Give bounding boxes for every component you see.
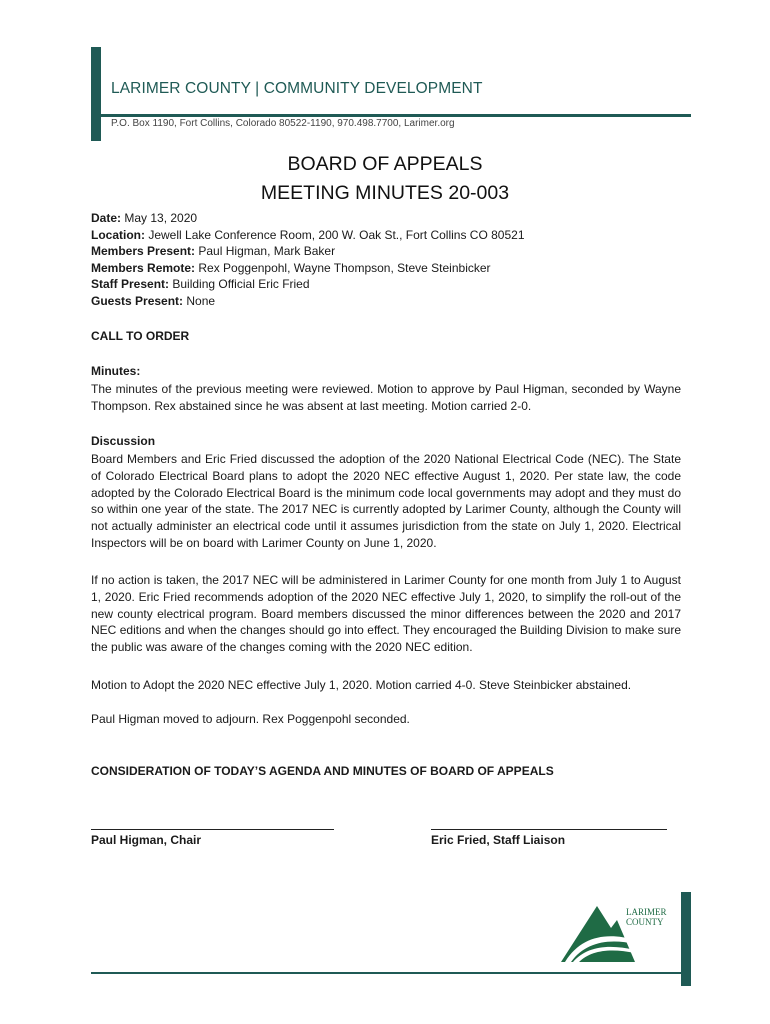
no-action-paragraph: If no action is taken, the 2017 NEC will be administered in Larimer County for one month from July 1 to August 1, 2020. Eric Fried recommends adoption of the 2020 NEC effective July 1, 2020, to simplify the roll-out of the new county electrical program. Board members discussed the minor differences between the 2020 and 2017 NEC editions and when the changes should go into effect. They encouraged the Building Division to make sure the public was aware of the changes coming with the 2020 NEC edition.	[91, 573, 681, 655]
info-members-remote: Members Remote: Rex Poggenpohl, Wayne Thompson, Steve Steinbicker	[91, 260, 491, 275]
info-members-present: Members Present: Paul Higman, Mark Baker	[91, 244, 336, 259]
info-staff-present: Staff Present: Building Official Eric Fried	[91, 277, 310, 292]
chair-signature-line	[91, 829, 334, 830]
call-to-order-heading: CALL TO ORDER	[91, 329, 190, 343]
info-date: Date: May 13, 2020	[91, 211, 198, 225]
chair-signature-name: Paul Higman, Chair	[91, 833, 202, 847]
meeting-info	[91, 210, 525, 310]
staff-signature-line	[431, 829, 667, 830]
minutes-heading: Minutes:	[91, 364, 141, 378]
document-subtitle: MEETING MINUTES 20-003	[260, 182, 510, 204]
adjourn-paragraph: Paul Higman moved to adjourn. Rex Poggenpohl seconded.	[91, 712, 410, 726]
org-name: LARIMER COUNTY | COMMUNITY DEVELOPMENT	[111, 80, 483, 97]
consideration-heading: CONSIDERATION OF TODAY’S AGENDA AND MINUTES OF BOARD OF APPEALS	[91, 764, 554, 778]
discussion-paragraph: Board Members and Eric Fried discussed the adoption of the 2020 National Electrical Code (NEC). The State of Colorado Electrical Board plans to adopt the 2020 NEC effective August 1, 2020. Per state law, the code adopted by the Colorado Electrical Board is the minimum code local governments may adopt and they must do so within one year of the state. The 2017 NEC is currently adopted by Larimer County, although the County will not actually administer an electrical code until it assumes jurisdiction from the state on July 1, 2020. Electrical Inspectors will be on board with Larimer County on June 1, 2020.	[91, 452, 681, 550]
logo-wordmark: LARIMER COUNTY	[626, 907, 667, 927]
footer-accent-bar	[681, 892, 691, 986]
info-location: Location: Jewell Lake Conference Room, 200 W. Oak St., Fort Collins CO 80521	[91, 227, 525, 242]
motion-paragraph: Motion to Adopt the 2020 NEC effective July 1, 2020. Motion carried 4-0. Steve Steinbicker abstained.	[91, 678, 632, 692]
minutes-paragraph: The minutes of the previous meeting were reviewed. Motion to approve by Paul Higman, seconded by Wayne Thompson. Rex abstained since he was absent at last meeting. Motion carried 2-0.	[91, 382, 681, 413]
document-title: BOARD OF APPEALS	[287, 153, 483, 175]
info-guests-present: Guests Present: None	[91, 293, 216, 308]
discussion-heading: Discussion	[91, 434, 156, 448]
header-rule	[101, 114, 691, 117]
footer-rule	[91, 972, 681, 974]
header-accent-bar	[91, 47, 101, 141]
staff-signature-name: Eric Fried, Staff Liaison	[431, 833, 566, 847]
org-address: P.O. Box 1190, Fort Collins, Colorado 80522-1190, 970.498.7700, Larimer.org	[111, 118, 455, 129]
